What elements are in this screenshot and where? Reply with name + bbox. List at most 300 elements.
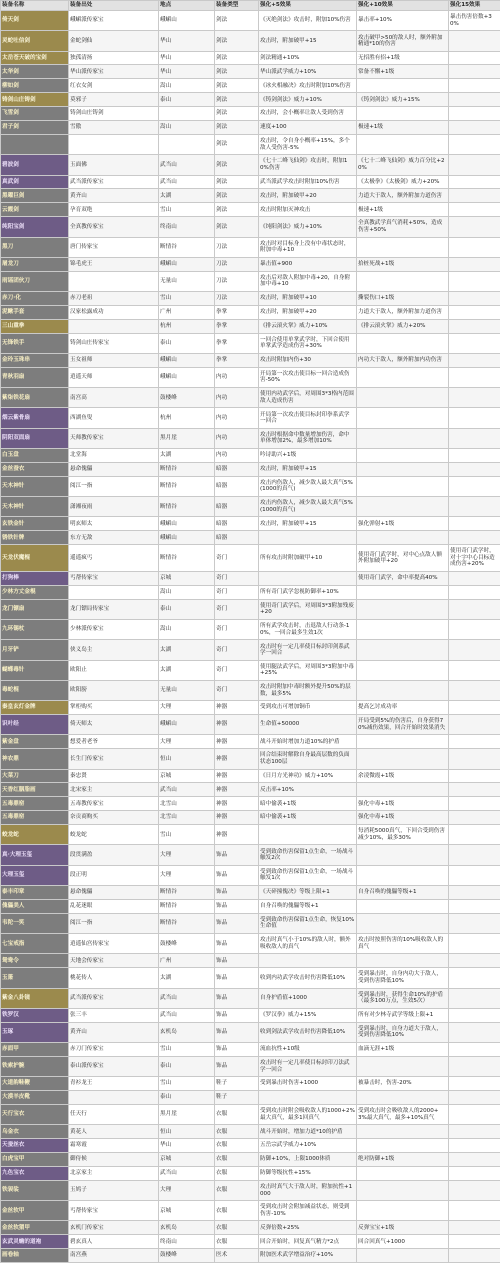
table-cell: 武当山 bbox=[159, 175, 215, 189]
table-cell: 杭州 bbox=[159, 408, 215, 428]
table-cell: 衣服 bbox=[215, 1153, 259, 1167]
table-row bbox=[1, 93, 500, 107]
table-cell bbox=[449, 517, 500, 531]
table-cell: 剑法 bbox=[215, 107, 259, 121]
table-cell: 阅江一指 bbox=[69, 476, 159, 496]
table-cell: 所有奇门武学忽视防御率+10% bbox=[259, 585, 357, 599]
table-row bbox=[1, 107, 500, 121]
table-cell: 攻击时有一定几率使目标封印刀法武学一回合 bbox=[259, 1056, 357, 1076]
table-cell: 撕裂伤口+1级 bbox=[357, 291, 449, 305]
table-body bbox=[1, 11, 500, 1263]
table-cell: 奇门 bbox=[215, 599, 259, 619]
table-cell: 受到暴击时，自身力道大于敌人，受到伤害降低10% bbox=[357, 1022, 449, 1042]
table-cell: 黄花人 bbox=[69, 1125, 159, 1139]
table-cell: 武当派传家宝 bbox=[69, 175, 159, 189]
table-row bbox=[1, 769, 500, 783]
table-cell: 拳掌 bbox=[215, 319, 259, 333]
table-cell: 想爱者老爷 bbox=[69, 735, 159, 749]
table-cell: 回合回真气+1000 bbox=[357, 1235, 449, 1249]
table-cell: 悬命傀儡 bbox=[69, 885, 159, 899]
table-cell bbox=[357, 107, 449, 121]
item-name-cell: 毒蛇棍 bbox=[1, 680, 69, 700]
table-cell: 剑法 bbox=[215, 175, 259, 189]
table-cell: 暴击值+900 bbox=[259, 257, 357, 271]
table-cell bbox=[449, 189, 500, 203]
table-cell bbox=[449, 449, 500, 463]
table-cell: 内功大于敌人，额外附加内功伤害 bbox=[357, 353, 449, 367]
table-cell bbox=[449, 845, 500, 865]
item-name-cell: 天行宝衣 bbox=[1, 1105, 69, 1125]
item-name-cell: 大菜刀 bbox=[1, 769, 69, 783]
table-row bbox=[1, 1235, 500, 1249]
table-row bbox=[1, 749, 500, 769]
table-row bbox=[1, 517, 500, 531]
table-cell: 攻击时，附加破甲+15 bbox=[259, 462, 357, 476]
table-cell: 暗器 bbox=[215, 497, 259, 517]
table-cell bbox=[449, 271, 500, 291]
table-cell: 太湖 bbox=[159, 189, 215, 203]
table-cell bbox=[69, 134, 159, 154]
table-cell bbox=[449, 1105, 500, 1125]
table-cell: 逍遥天师 bbox=[69, 367, 159, 387]
item-name-cell: 五毒鼎窑 bbox=[1, 797, 69, 811]
table-cell: 暴击率+10% bbox=[357, 11, 449, 31]
table-cell: 雪山 bbox=[159, 291, 215, 305]
table-cell bbox=[449, 701, 500, 715]
table-cell: 衣服 bbox=[215, 1166, 259, 1180]
table-row bbox=[1, 1105, 500, 1125]
item-name-cell: 九环锡杖 bbox=[1, 619, 69, 639]
table-cell bbox=[449, 797, 500, 811]
item-name-cell: 赤面甲 bbox=[1, 1043, 69, 1057]
table-cell: 桃花传人 bbox=[69, 968, 159, 988]
table-cell: 常备不懈+1级 bbox=[357, 65, 449, 79]
table-cell: 奇门 bbox=[215, 660, 259, 680]
table-cell bbox=[449, 913, 500, 933]
table-cell: 南宫高 bbox=[69, 388, 159, 408]
item-name-cell: 蝴蝶毒针 bbox=[1, 660, 69, 680]
table-cell: 京城 bbox=[159, 769, 215, 783]
table-cell: 神器 bbox=[215, 735, 259, 749]
table-cell bbox=[449, 217, 500, 237]
table-row bbox=[1, 1043, 500, 1057]
table-row bbox=[1, 51, 500, 65]
table-cell: 剑法 bbox=[215, 134, 259, 154]
table-row bbox=[1, 783, 500, 797]
table-cell: 刀法 bbox=[215, 257, 259, 271]
table-cell: 黑月崖 bbox=[159, 428, 215, 448]
table-cell: 受到致命伤害保留1点生命，恢复10%生命值 bbox=[259, 913, 357, 933]
table-cell bbox=[357, 735, 449, 749]
table-cell: 受到攻击时附会吸收敌人的1000+2%最大真气，最多1回真气 bbox=[259, 1105, 357, 1125]
table-cell bbox=[449, 237, 500, 257]
table-cell bbox=[449, 497, 500, 517]
table-cell: 自身护盾值+1000 bbox=[259, 988, 357, 1008]
table-cell bbox=[69, 585, 159, 599]
item-name-cell: 少林方丈金棍 bbox=[1, 585, 69, 599]
table-cell bbox=[357, 599, 449, 619]
table-cell: 所有攻击时附加破甲+10 bbox=[259, 545, 357, 572]
table-cell bbox=[357, 79, 449, 93]
table-row bbox=[1, 954, 500, 968]
table-cell: 汉家松露成功 bbox=[69, 305, 159, 319]
item-name-cell: 泰丰印章 bbox=[1, 885, 69, 899]
item-name-cell: 铸剑山庄铸剑 bbox=[1, 93, 69, 107]
table-cell: 蛟龙蛇 bbox=[69, 825, 159, 845]
table-cell: 攻击时根据命中数量增加伤害，命中单体增加2%，最多增加10% bbox=[259, 428, 357, 448]
table-row bbox=[1, 1201, 500, 1221]
table-row bbox=[1, 968, 500, 988]
item-name-cell: 烟云紫骨扇 bbox=[1, 408, 69, 428]
table-cell bbox=[357, 865, 449, 885]
table-row bbox=[1, 899, 500, 913]
item-name-cell: 云霞剑 bbox=[1, 203, 69, 217]
header-cell: 地点 bbox=[159, 1, 215, 11]
table-cell: 攻击时真气小于10%的敌人时，额外吸收敌人的真气 bbox=[259, 934, 357, 954]
table-cell: 收到内功武学攻击时伤害降低10% bbox=[259, 968, 357, 988]
table-cell: 攻击破甲>50的敌人时，额外附加精通*10的伤害 bbox=[357, 31, 449, 51]
table-cell: 剑法 bbox=[215, 203, 259, 217]
table-cell: 华山派武学威力+10% bbox=[259, 65, 357, 79]
table-cell: 嵩山 bbox=[159, 619, 215, 639]
table-row bbox=[1, 217, 500, 237]
table-cell: 泰山 bbox=[159, 93, 215, 107]
table-cell: 京城 bbox=[159, 571, 215, 585]
table-cell: 北京家主 bbox=[69, 1166, 159, 1180]
table-cell: 峨嵋山 bbox=[159, 353, 215, 367]
table-row bbox=[1, 571, 500, 585]
item-name-cell: 碧波剑 bbox=[1, 155, 69, 175]
table-cell: 雪山 bbox=[159, 203, 215, 217]
table-cell bbox=[449, 531, 500, 545]
table-cell: 大理 bbox=[159, 1180, 215, 1200]
table-cell bbox=[449, 353, 500, 367]
table-cell: 神器 bbox=[215, 825, 259, 845]
table-cell: 青衫龙王 bbox=[69, 1077, 159, 1091]
table-cell: 内功 bbox=[215, 367, 259, 387]
table-cell bbox=[449, 571, 500, 585]
table-cell: 拳掌 bbox=[215, 333, 259, 353]
table-cell: 断情谷 bbox=[159, 545, 215, 572]
table-cell: 明玄师太 bbox=[69, 517, 159, 531]
table-cell bbox=[357, 640, 449, 660]
item-name-cell: 九色宝衣 bbox=[1, 1166, 69, 1180]
table-cell: 玄机岛 bbox=[159, 1221, 215, 1235]
table-cell: 所有对少林寺武学等级上限+1 bbox=[357, 1008, 449, 1022]
table-cell: 衣服 bbox=[215, 1201, 259, 1221]
table-cell: 无量山 bbox=[159, 271, 215, 291]
item-name-cell: 五毒鼎窑 bbox=[1, 811, 69, 825]
table-cell: 遥遥疯丐 bbox=[69, 545, 159, 572]
item-name-cell: 玄武灵蟾的道袍 bbox=[1, 1235, 69, 1249]
table-cell: 神器 bbox=[215, 701, 259, 715]
header-cell: 强化+10效果 bbox=[357, 1, 449, 11]
table-cell bbox=[449, 954, 500, 968]
table-cell: 武当山 bbox=[159, 155, 215, 175]
table-cell: 嵩山 bbox=[159, 585, 215, 599]
table-cell bbox=[449, 1153, 500, 1167]
table-cell bbox=[357, 476, 449, 496]
table-row bbox=[1, 660, 500, 680]
table-cell: 绝对防御+1级 bbox=[357, 1153, 449, 1167]
table-cell bbox=[449, 1166, 500, 1180]
table-cell: 五岳宗武学威力+10% bbox=[259, 1139, 357, 1153]
table-cell: 攻击时有一定几率使目标封印剑系武学一回合 bbox=[259, 640, 357, 660]
table-cell: 开局第一次攻击使目标一回合造成伤害-50% bbox=[259, 367, 357, 387]
table-row bbox=[1, 121, 500, 135]
table-cell: 红衣女剑 bbox=[69, 79, 159, 93]
table-row bbox=[1, 1153, 500, 1167]
table-cell: 开局第一次攻击使目标封印拳系武学一回合 bbox=[259, 408, 357, 428]
table-cell: 峨嵋山 bbox=[159, 531, 215, 545]
table-cell: 反弹倍数+25% bbox=[259, 1221, 357, 1235]
table-cell: 神器 bbox=[215, 749, 259, 769]
table-cell bbox=[449, 51, 500, 65]
item-name-cell: 紫金盘 bbox=[1, 735, 69, 749]
table-cell bbox=[449, 783, 500, 797]
table-cell: 攻击时按照伤害的10%吸收敌人的真气 bbox=[357, 934, 449, 954]
item-name-cell: 白玉盘 bbox=[1, 449, 69, 463]
table-cell bbox=[449, 1008, 500, 1022]
table-cell: 使用内功武学后，对周围3*3格内范围敌人造成伤害 bbox=[259, 388, 357, 408]
table-cell: 嵩山 bbox=[159, 121, 215, 135]
table-cell: 饰品 bbox=[215, 885, 259, 899]
table-cell: 《日月方光神功》威力+10% bbox=[259, 769, 357, 783]
item-name-cell: 玄铁金针 bbox=[1, 517, 69, 531]
table-cell: 天地会传家宝 bbox=[69, 954, 159, 968]
table-cell: 南宫燕 bbox=[69, 1249, 159, 1263]
table-cell: 大理 bbox=[159, 845, 215, 865]
table-cell: 断情谷 bbox=[159, 899, 215, 913]
item-name-cell: 玉琢 bbox=[1, 1022, 69, 1042]
table-row bbox=[1, 388, 500, 408]
table-cell: 掌柜购买 bbox=[69, 701, 159, 715]
table-cell: 恒山 bbox=[159, 1125, 215, 1139]
table-cell bbox=[357, 237, 449, 257]
table-row bbox=[1, 155, 500, 175]
table-row bbox=[1, 271, 500, 291]
table-cell: 饰品 bbox=[215, 1056, 259, 1076]
table-cell: 《铸剑剑法》威力+10% bbox=[259, 93, 357, 107]
item-name-cell: 龙门镖扇 bbox=[1, 599, 69, 619]
table-cell bbox=[357, 1125, 449, 1139]
table-cell bbox=[449, 968, 500, 988]
table-cell: 受到暴击时伤害+1000 bbox=[259, 1077, 357, 1091]
table-cell: 《天碎撞傀决》等级上限+1 bbox=[259, 885, 357, 899]
table-cell: 衣服 bbox=[215, 1125, 259, 1139]
item-name-cell: 倚天剑 bbox=[1, 11, 69, 31]
table-row bbox=[1, 825, 500, 845]
item-name-cell: 君子剑 bbox=[1, 121, 69, 135]
table-row bbox=[1, 680, 500, 700]
table-cell: 饰品 bbox=[215, 845, 259, 865]
table-row bbox=[1, 11, 500, 31]
table-row bbox=[1, 408, 500, 428]
table-cell bbox=[449, 811, 500, 825]
table-cell bbox=[449, 1022, 500, 1042]
table-cell bbox=[357, 388, 449, 408]
table-cell bbox=[259, 571, 357, 585]
table-cell bbox=[449, 121, 500, 135]
table-row bbox=[1, 1022, 500, 1042]
table-cell bbox=[449, 155, 500, 175]
table-cell: 西湖鱼叟 bbox=[69, 408, 159, 428]
table-cell: 武当派传家宝 bbox=[69, 988, 159, 1008]
table-cell: 反击率+10% bbox=[259, 783, 357, 797]
table-cell: 饰品 bbox=[215, 1022, 259, 1042]
table-row bbox=[1, 79, 500, 93]
table-cell bbox=[357, 954, 449, 968]
item-name-cell bbox=[1, 134, 69, 154]
table-cell: 攻击时附加内伤+30 bbox=[259, 353, 357, 367]
table-cell: 金蛇剑仙 bbox=[69, 31, 159, 51]
table-row bbox=[1, 599, 500, 619]
table-row bbox=[1, 497, 500, 517]
table-cell: 饰品 bbox=[215, 865, 259, 885]
table-cell: 极速+1级 bbox=[357, 121, 449, 135]
table-cell: 无招胜有招+1级 bbox=[357, 51, 449, 65]
table-cell bbox=[357, 531, 449, 545]
table-cell: 自身召唤的傀儡等级+1 bbox=[357, 885, 449, 899]
table-cell: 泰山 bbox=[159, 599, 215, 619]
table-cell bbox=[449, 476, 500, 496]
item-name-cell: 乌金衣 bbox=[1, 1125, 69, 1139]
table-cell: 侠义岛主 bbox=[69, 640, 159, 660]
header-cell: 强化15效果 bbox=[449, 1, 500, 11]
table-cell bbox=[449, 1056, 500, 1076]
table-cell: 强化中毒+1级 bbox=[357, 811, 449, 825]
table-cell: 太湖 bbox=[159, 449, 215, 463]
table-cell: 潇湘夜雨 bbox=[69, 497, 159, 517]
table-cell: 玉面佛 bbox=[69, 155, 159, 175]
table-cell bbox=[357, 1091, 449, 1105]
table-cell: 锦毛虎王 bbox=[69, 257, 159, 271]
table-cell: 饰品 bbox=[215, 899, 259, 913]
table-cell: 武当山 bbox=[159, 988, 215, 1008]
table-cell: 碧玄真人 bbox=[69, 1235, 159, 1249]
table-cell bbox=[449, 79, 500, 93]
table-cell: 内功 bbox=[215, 408, 259, 428]
table-cell: 泰山派传家宝 bbox=[69, 1056, 159, 1076]
table-cell: 武当派武学攻击时附加10%伤害 bbox=[259, 175, 357, 189]
table-cell: 段贯满盈 bbox=[69, 845, 159, 865]
table-cell: 雪山 bbox=[159, 825, 215, 845]
table-cell: 剑法 bbox=[215, 11, 259, 31]
item-name-cell: 三山重拳 bbox=[1, 319, 69, 333]
table-cell: 黄齐山 bbox=[69, 1022, 159, 1042]
table-cell bbox=[449, 291, 500, 305]
table-cell: 断情谷 bbox=[159, 913, 215, 933]
table-row bbox=[1, 545, 500, 572]
table-cell: 使用奇门武学时，对中心点敌人额外附加破甲+20 bbox=[357, 545, 449, 572]
table-cell bbox=[449, 1125, 500, 1139]
table-cell: 开局受到5%的伤害后，自身获得70%减伤效果，回合开始时效果消失 bbox=[357, 715, 449, 735]
table-cell bbox=[449, 1043, 500, 1057]
table-cell: 刀法 bbox=[215, 237, 259, 257]
item-name-cell: 蛟龙蛇 bbox=[1, 825, 69, 845]
table-cell: 剑法 bbox=[215, 79, 259, 93]
table-cell bbox=[259, 825, 357, 845]
table-cell: 天师教传家宝 bbox=[69, 428, 159, 448]
table-cell: 衣服 bbox=[215, 1139, 259, 1153]
table-cell: 战斗开始时增加力道10%的护盾 bbox=[259, 735, 357, 749]
table-row bbox=[1, 913, 500, 933]
table-cell: 鞋子 bbox=[215, 1091, 259, 1105]
table-cell: 攻击时，附加破甲+15 bbox=[259, 517, 357, 531]
table-row bbox=[1, 189, 500, 203]
table-cell: 奇门 bbox=[215, 585, 259, 599]
table-cell bbox=[449, 1201, 500, 1221]
table-cell bbox=[357, 408, 449, 428]
table-cell: 剑法 bbox=[215, 217, 259, 237]
table-cell: 御侍候 bbox=[69, 1153, 159, 1167]
item-name-cell: 无锋铁手 bbox=[1, 333, 69, 353]
table-cell: 暗器 bbox=[215, 531, 259, 545]
table-cell: 五毒教传家宝 bbox=[69, 797, 159, 811]
item-name-cell: 天龙伏魔棍 bbox=[1, 545, 69, 572]
item-name-cell: 锈铁针牌 bbox=[1, 531, 69, 545]
table-cell bbox=[449, 367, 500, 387]
table-cell: 攻击时，附加破甲+10 bbox=[259, 291, 357, 305]
table-cell: 广州 bbox=[159, 305, 215, 319]
table-cell: 回合结束时解除自身最高层数的负面状态100层 bbox=[259, 749, 357, 769]
table-row bbox=[1, 203, 500, 217]
table-cell bbox=[357, 1201, 449, 1221]
table-cell: 鼓楼峰 bbox=[159, 934, 215, 954]
table-cell: 乱花迷眼 bbox=[69, 899, 159, 913]
table-cell: 暗中偷袭+1级 bbox=[259, 811, 357, 825]
table-cell: 泰山 bbox=[159, 1056, 215, 1076]
table-cell: 断情谷 bbox=[159, 462, 215, 476]
item-name-cell: 天蚕丝衣 bbox=[1, 1139, 69, 1153]
item-name-cell: 黑刀 bbox=[1, 237, 69, 257]
table-row bbox=[1, 333, 500, 353]
table-cell: 霜寒霞 bbox=[69, 1139, 159, 1153]
table-cell: 《冰火相融决》攻击时附加10%伤害 bbox=[259, 79, 357, 93]
table-cell: 丐帮传家宝 bbox=[69, 571, 159, 585]
table-cell: 受到暴击时，获得生命10%的护盾（最多100万点，生效5次） bbox=[357, 988, 449, 1008]
table-cell bbox=[357, 1180, 449, 1200]
item-name-cell: 金丝蚕衣 bbox=[1, 462, 69, 476]
table-cell: 阅江一指 bbox=[69, 913, 159, 933]
table-cell: 《纯阳剑法》威力+10% bbox=[259, 217, 357, 237]
table-cell bbox=[449, 825, 500, 845]
table-row bbox=[1, 988, 500, 1008]
table-cell: 张三丰 bbox=[69, 1008, 159, 1022]
table-cell: 《铸剑剑法》威力+15% bbox=[357, 93, 449, 107]
table-cell: 华山派传家宝 bbox=[69, 65, 159, 79]
table-row bbox=[1, 934, 500, 954]
table-cell: 被暴击时，伤害-20% bbox=[357, 1077, 449, 1091]
table-cell: 武当山 bbox=[159, 783, 215, 797]
table-cell: 暗中偷袭+1级 bbox=[259, 797, 357, 811]
table-row bbox=[1, 476, 500, 496]
table-row bbox=[1, 1091, 500, 1105]
table-cell: 鼓楼峰 bbox=[159, 388, 215, 408]
table-cell bbox=[357, 585, 449, 599]
table-cell: 峨嵋山 bbox=[159, 257, 215, 271]
table-row bbox=[1, 811, 500, 825]
table-cell: 龙门镖局传家宝 bbox=[69, 599, 159, 619]
table-cell: 内功 bbox=[215, 449, 259, 463]
table-row bbox=[1, 585, 500, 599]
table-cell: 武当山 bbox=[159, 1166, 215, 1180]
table-cell: 受到攻击时会附加减益状态，则受到伤害-10% bbox=[259, 1201, 357, 1221]
table-row bbox=[1, 865, 500, 885]
table-cell: 内功 bbox=[215, 428, 259, 448]
item-name-cell: 天木神针 bbox=[1, 497, 69, 517]
table-cell: 大理 bbox=[159, 701, 215, 715]
